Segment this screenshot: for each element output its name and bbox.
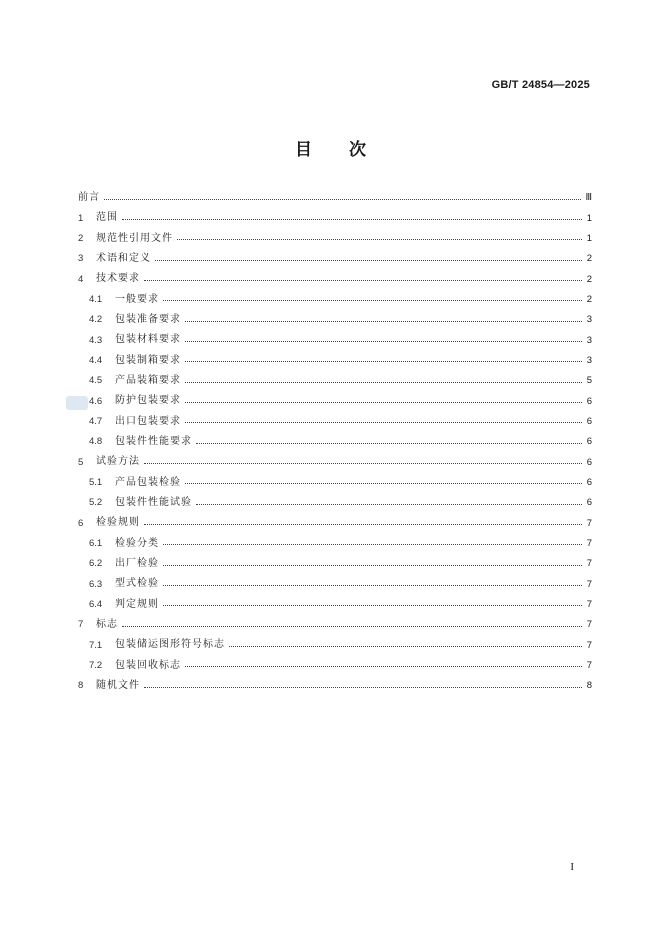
title-part-1: 目: [295, 140, 313, 160]
toc-entry-page: 7: [586, 558, 592, 570]
toc-entry[interactable]: [78, 249, 592, 269]
toc-entry-label: 包装准备要求: [115, 314, 181, 326]
toc-entry-number: 7: [78, 619, 84, 631]
toc-dot-leader: [155, 260, 582, 261]
toc-entry[interactable]: [78, 615, 592, 635]
toc-entry-label: 规范性引用文件: [96, 232, 173, 244]
toc-dot-leader: [144, 687, 582, 688]
toc-dot-leader: [144, 280, 582, 281]
toc-dot-leader: [185, 666, 582, 667]
toc-entry-label: 包装回收标志: [115, 659, 181, 671]
toc-entry-label: 防护包装要求: [115, 395, 181, 407]
toc-entry-number: 4.3: [89, 334, 103, 346]
toc-dot-leader: [185, 422, 582, 423]
toc-entry-number: 4.8: [89, 436, 103, 448]
toc-entry[interactable]: [78, 229, 592, 249]
toc-entry-label: 包装制箱要求: [115, 354, 181, 366]
toc-entry-page: 7: [586, 537, 592, 549]
toc-entry[interactable]: [78, 493, 592, 513]
toc-entry-page: 3: [586, 334, 592, 346]
toc-entry-page: 6: [586, 477, 592, 488]
toc-entry-label: 随机文件: [96, 680, 140, 692]
toc-entry-page: 6: [586, 395, 592, 407]
toc-entry-label: 出厂检验: [115, 558, 159, 570]
toc-entry-page: 1: [586, 212, 592, 224]
toc-entry-number: 3: [78, 253, 84, 265]
toc-entry-label: 产品包装检验: [115, 476, 181, 488]
toc-dot-leader: [163, 585, 582, 586]
toc-entry-label: 范围: [96, 212, 118, 224]
toc-entry[interactable]: [78, 351, 592, 371]
toc-entry[interactable]: [78, 391, 592, 411]
toc-entry-number: 4: [78, 273, 84, 285]
toc-entry-page: 5: [586, 375, 592, 387]
toc-entry[interactable]: [78, 290, 592, 310]
toc-entry-number: 4.7: [89, 416, 103, 428]
toc-entry-number: 5.2: [89, 497, 103, 509]
page-number: I: [570, 861, 574, 873]
toc-dot-leader: [163, 300, 582, 301]
toc-entry[interactable]: [78, 656, 592, 676]
toc-entry-number: 6.2: [89, 558, 103, 570]
toc-entry-number: 4.1: [89, 294, 103, 306]
title-part-2: 次: [349, 140, 367, 160]
toc-dot-leader: [122, 219, 582, 220]
toc-entry-page: 2: [586, 253, 592, 265]
toc-entry-number: 7.1: [89, 639, 103, 651]
toc-entry-page: 3: [586, 314, 592, 326]
toc-dot-leader: [177, 239, 582, 240]
toc-dot-leader: [144, 524, 582, 525]
toc-entry-label: 试验方法: [96, 456, 140, 468]
toc-entry[interactable]: [78, 188, 592, 208]
toc-dot-leader: [185, 483, 582, 484]
toc-entry-number: 4.2: [89, 314, 103, 326]
toc-entry-page: 2: [586, 273, 592, 285]
toc-entry[interactable]: [78, 473, 592, 493]
toc-entry-page: 6: [586, 416, 592, 428]
toc-entry-number: 5: [78, 456, 84, 468]
toc-entry[interactable]: [78, 574, 592, 594]
toc-dot-leader: [185, 341, 582, 342]
toc-entry-label: 检验分类: [115, 537, 159, 549]
toc-entry-label: 前言: [78, 192, 100, 204]
toc-entry[interactable]: [78, 676, 592, 696]
toc-entry[interactable]: [78, 595, 592, 615]
toc-entry-label: 检验规则: [96, 517, 140, 529]
toc-entry-number: 8: [78, 680, 84, 692]
toc-entry[interactable]: [78, 635, 592, 655]
standard-number: GB/T 24854—2025: [491, 79, 590, 91]
toc-entry-number: 6: [78, 517, 84, 529]
toc-entry-label: 包装件性能试验: [115, 497, 192, 509]
toc-entry[interactable]: [78, 412, 592, 432]
toc-entry-label: 技术要求: [96, 273, 140, 285]
toc-entry-number: 2: [78, 233, 84, 245]
toc-entry-label: 判定规则: [115, 598, 159, 610]
toc-entry[interactable]: [78, 208, 592, 228]
toc-entry[interactable]: [78, 554, 592, 574]
toc-dot-leader: [185, 382, 582, 383]
toc-entry[interactable]: [78, 513, 592, 533]
toc-entry-page: Ⅲ: [585, 192, 592, 204]
toc-entry[interactable]: [78, 330, 592, 350]
page-title: [0, 135, 662, 160]
toc-entry-page: 7: [586, 578, 592, 590]
toc-dot-leader: [144, 463, 582, 464]
toc-entry-label: 包装件性能要求: [115, 436, 192, 448]
toc-entry-page: 7: [586, 659, 592, 671]
toc-entry[interactable]: [78, 432, 592, 452]
toc-dot-leader: [104, 199, 581, 200]
toc-entry-page: 7: [586, 517, 592, 529]
toc-entry[interactable]: [78, 310, 592, 330]
toc-entry-number: 5.1: [89, 477, 103, 488]
toc-entry[interactable]: [78, 371, 592, 391]
toc-entry[interactable]: [78, 269, 592, 289]
toc-entry-page: 1: [586, 233, 592, 245]
toc-dot-leader: [185, 402, 582, 403]
toc-dot-leader: [163, 605, 582, 606]
toc-entry-page: 7: [586, 639, 592, 651]
toc-dot-leader: [185, 361, 582, 362]
toc-entry-number: 4.4: [89, 355, 103, 367]
toc-dot-leader: [163, 544, 582, 545]
toc-entry-number: 6.1: [89, 537, 103, 549]
toc-entry-label: 一般要求: [115, 293, 159, 305]
toc-entry[interactable]: [78, 534, 592, 554]
toc-entry-page: 3: [586, 355, 592, 367]
toc-entry-number: 6.4: [89, 598, 103, 610]
toc-entry-page: 8: [586, 680, 592, 692]
toc-entry-number: 4.6: [89, 395, 103, 407]
toc-entry-page: 6: [586, 456, 592, 468]
toc-entry-label: 包装储运图形符号标志: [115, 639, 225, 651]
toc-entry-label: 标志: [96, 619, 118, 631]
toc-dot-leader: [185, 321, 582, 322]
toc-entry-number: 4.5: [89, 375, 103, 387]
toc-dot-leader: [229, 646, 582, 647]
toc-entry-page: 6: [586, 497, 592, 509]
toc-entry-number: 7.2: [89, 659, 103, 671]
toc-entry-label: 包装材料要求: [115, 334, 181, 346]
toc-entry-label: 出口包装要求: [115, 415, 181, 427]
toc-entry-page: 7: [586, 598, 592, 610]
table-of-contents: [78, 188, 592, 696]
toc-dot-leader: [122, 626, 582, 627]
toc-entry-number: 6.3: [89, 578, 103, 590]
toc-entry-page: 2: [586, 294, 592, 306]
toc-entry-number: 1: [78, 212, 84, 224]
toc-entry-label: 术语和定义: [96, 253, 151, 265]
toc-dot-leader: [196, 443, 582, 444]
toc-entry-label: 型式检验: [115, 578, 159, 590]
toc-entry-page: 6: [586, 436, 592, 448]
toc-dot-leader: [163, 565, 582, 566]
toc-entry-label: 产品装箱要求: [115, 375, 181, 387]
toc-entry-page: 7: [586, 619, 592, 631]
toc-dot-leader: [196, 504, 582, 505]
toc-entry[interactable]: [78, 452, 592, 472]
